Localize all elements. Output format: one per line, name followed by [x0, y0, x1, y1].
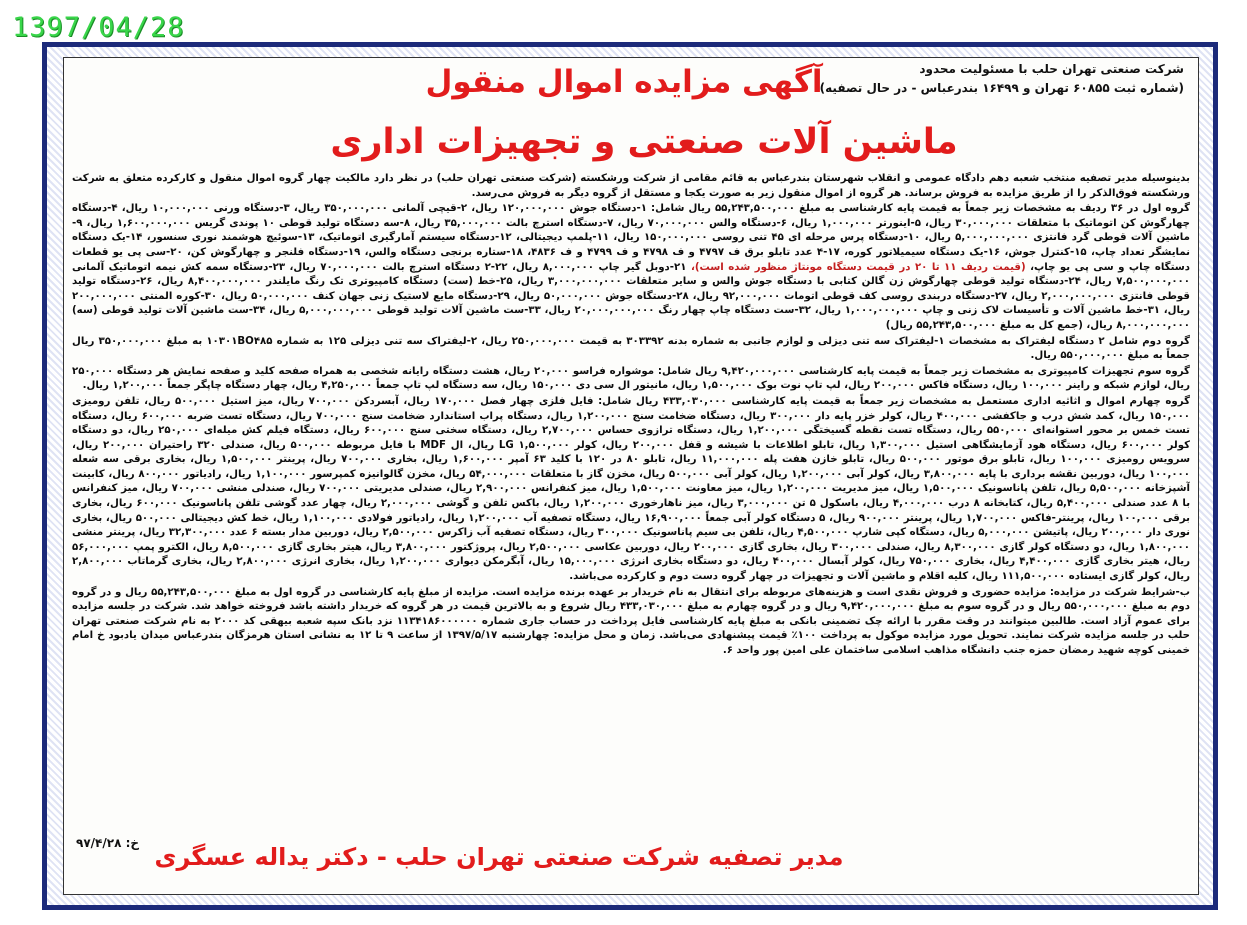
- group-1-text: گروه اول در ۳۶ ردیف به مشخصات زیر جمعاً به قیمت پایه کارشناسی به مبلغ ۵۵,۲۴۳,۵۰۰,۰۰۰ ریال شامل: ۱-دستگاه جوش ۱۲۰,۰۰۰,۰۰۰ ریال، ۲-قیچی آلمانی ۳۵۰,۰۰۰,۰۰۰ ریال، ۳-دستگاه ورنی ۱۰,۰۰۰,۰۰۰ ریال، ۴-دستگاه چهارگوش کن اتوماتیک با متعلقات ۳۰,۰۰۰,۰۰۰ ریال، ۵-اینورتر ۱,۰۰۰,۰۰۰ ریال، ۶-دستگاه والس ۷۰,۰۰۰,۰۰۰ ریال، ۷-دستگاه استرچ بالت ۳۵,۰۰۰,۰۰۰ ریال، ۸-سه دستگاه تولید قوطی ۱۰ پوندی گریس ۱,۶۰۰,۰۰۰,۰۰۰ ریال، ۹-ماشین آلات قوطی گرد فانتزی ۵,۰۰۰,۰۰۰,۰۰۰ ریال، ۱۰-دستگاه پرس مرحله ای ۴۵ تنی روسی ۱۵۰,۰۰۰,۰۰۰ ریال، ۱۱-پلمپ دیجیتالی، ۱۲-دستگاه سیستم آمارگیری اتوماتیک، ۱۳-سوئیچ هوشمند نوری سنسور، ۱۴-یک دستگاه نمایشگر تعداد چاپ، ۱۵-کنترل جوش، ۱۶-یک دستگاه سیمیلاتور کوره، ۱۷-۴ عدد تابلو برق ف ۴۷۹۷ و ف ۴۷۹۸ و ف ۴۷۹۹ و ف ۴۸۳۶، ۱۸-ستاره برنجی دستگاه والس، ۱۹-دستگاه فلنجر و چهارگوش کن، ۲۰-سی پی یو قطعات دستگاه چاپ و سی پی یو چاپ،: [72, 203, 1190, 273]
- publish-date: خ: ۹۷/۴/۲۸: [76, 836, 140, 850]
- company-registration: (شماره ثبت ۶۰۸۵۵ تهران و ۱۶۴۹۹ بندرعباس - در حال تصفیه): [819, 81, 1184, 95]
- group-3-paragraph: گروه سوم تجهیزات کامپیوتری به مشخصات زیر جمعاً به قیمت پایه کارشناسی ۹,۴۲۰,۰۰۰,۰۰۰ ریال شامل: موشواره فراسو ۲۰,۰۰۰ ریال، هشت دستگاه رایانه شخصی به همراه صفحه کلید و صفحه نمایش هر دستگاه ۲۵۰,۰۰۰ ریال، لوازم شبکه و راینر ۱۰۰,۰۰۰ ریال، دستگاه فاکس ۲۰۰,۰۰۰ ریال، لپ تاپ نوت بوک ۱,۵۰۰,۰۰۰ ریال، مانیتور ال سی دی ۱۵۰,۰۰۰ ریال، سه دستگاه لپ تاپ جمعاً ۴,۲۵۰,۰۰۰ ریال، چهار دستگاه چاپگر جمعاً ۱,۲۰۰,۰۰۰ ریال.: [72, 365, 1190, 392]
- notice-intro: بدینوسیله مدیر تصفیه منتخب شعبه دهم دادگاه عمومی و انقلاب شهرستان بندرعباس به قائم مقامی از شرکت ورشکسته (شرکت صنعتی تهران حلب) در نظر دارد مالکیت چهار گروه اموال منقول و کارکرده متعلق به شرکت ورشکسته فوق‌الذکر را از طریق مزایده به فروش برساند. هر گروه از اموال منقول زیر به صورت یکجا و مستقل از گروه دیگر به فروش می‌رسد.: [72, 173, 1190, 199]
- date-stamp: 1397/04/28: [12, 12, 185, 43]
- notice-body: [72, 172, 1190, 798]
- group-2-paragraph: گروه دوم شامل ۲ دستگاه لیفتراک به مشخصات ۱-لیفتراک سه تنی دیزلی و لوازم جانبی به شماره بدنه ۳۰۳۳۹۲ به قیمت ۲۵۰,۰۰۰,۰۰۰ ریال، ۲-لیفتراک سه تنی دیزلی ۱۲۵ به شماره ۱۰۳۰۱BO۴۸۵ به مبلغ ۳۵۰,۰۰۰,۰۰۰ ریال جمعاً به مبلغ ۵۵۰,۰۰۰,۰۰۰ ریال.: [72, 335, 1190, 362]
- ad-title: آگهی مزایده اموال منقول: [425, 64, 823, 100]
- company-info: [788, 60, 1184, 98]
- group-1-note: (قیمت ردیف ۱۱ تا ۲۰ در قیمت دستگاه مونتاژ منظور شده است)،: [690, 261, 1026, 273]
- group-1-rest: ۲۱-دوبل گیر چاپ ۸,۰۰۰,۰۰۰ ریال، ۲۲-۲ دستگاه استرچ بالت ۷۰,۰۰۰,۰۰۰ ریال، ۲۳-دستگاه سمه کش نیمه اتوماتیک آلمانی ۷,۵۰۰,۰۰۰,۰۰۰ ریال، ۲۴-دستگاه تولید قوطی چهارگوش زن گالن کتابی با دستگاه جوش والس و سایر متعلقات ۳,۰۰۰,۰۰۰,۰۰۰ ریال، ۲۵-خط (ست) دستگاه کامپیوتری تک رنگ مایلندر ۸,۴۰۰,۰۰۰,۰۰۰ ریال، ۲۶-دستگاه تولید قوطی فانتزی ۲,۰۰۰,۰۰۰,۰۰۰ ریال، ۲۷-دستگاه دربندی روسی کف قوطی اتومات ۹۲,۰۰۰,۰۰۰ ریال، ۲۸-دستگاه جوش ۵۰,۰۰۰,۰۰۰ ریال، ۲۹-دستگاه مایع لاستیک زنی جهان کنف ۵۰,۰۰۰,۰۰۰ ریال، ۳۰-کوره المنتی ۲۰۰,۰۰۰,۰۰۰ ریال، ۳۱-خط ماشین آلات و تأسیسات لاک زنی و چاپ ۱,۰۰۰,۰۰۰,۰۰۰ ریال، ۳۲-ست دستگاه چاپ چهار رنگ ۲۰,۰۰۰,۰۰۰,۰۰۰ ریال، ۳۳-ست ماشین آلات تولید قوطی ۵,۰۰۰,۰۰۰,۰۰۰ ریال، ۳۴-ست ماشین آلات تولید قوطی (سه) ۸,۰۰۰,۰۰۰,۰۰۰ ریال، (جمع کل به مبلغ ۵۵,۲۴۳,۵۰۰,۰۰۰ ریال): [72, 261, 1190, 331]
- ad-subtitle: ماشین آلات صنعتی و تجهیزات اداری: [330, 122, 958, 162]
- group-1-paragraph: [72, 202, 1190, 333]
- auction-conditions: ب-شرایط شرکت در مزایده: مزایده حضوری و فروش نقدی است و هزینه‌های مربوطه برای انتقال به نام خریدار بر عهده برنده مزایده است. مزایده از مبلغ پایه کارشناسی در گروه اول به مبلغ ۵۵,۲۴۳,۵۰۰,۰۰۰ ریال و در گروه دوم به مبلغ ۵۵۰,۰۰۰,۰۰۰ ریال و در گروه سوم به مبلغ ۹,۴۲۰,۰۰۰,۰۰۰ ریال و در گروه چهارم به مبلغ ۴۳۳,۰۳۰,۰۰۰ ریال شروع و به بالاترین قیمت در هر گروه که خریدار داشته باشد فروخته خواهد شد. شرکت در جلسه مزایده برای عموم آزاد است. طالبین میتوانند در وقت مقرر با ارائه چک تضمینی بانکی به مبلغ پایه کارشناسی فایل پرداخت در حساب جاری شماره ۱۱۳۴۱۸۶۰۰۰۰۰۰ نزد بانک سپه شعبه بیهقی کد ۲۰۰۰ به نام شرکت صنعتی تهران حلب در جلسه مزایده شرکت نمایند. تحویل مورد مزایده موکول به پرداخت ۱۰۰٪ قیمت پیشنهادی می‌باشد. زمان و محل مزایده: چهارشنبه ۱۳۹۷/۵/۱۷ از ساعت ۹ تا ۱۲ به نشانی استان هرمزگان بندرعباس میدان یادبود خ امام خمینی کوچه شهید رمضان حمزه جنب دانشگاه مذاهب اسلامی ساختمان علی امین پور واحد ۶.: [72, 586, 1190, 656]
- ad-border: [42, 42, 1218, 910]
- ad-panel: [63, 57, 1199, 895]
- group-4-paragraph: گروه چهارم اموال و اثاثیه اداری مستعمل به مشخصات زیر جمعاً به قیمت پایه کارشناسی ۴۳۳,۰۳۰,۰۰۰ ریال شامل: فایل فلزی چهار فصل ۱۷۰,۰۰۰ ریال، آبسردکن ۷۰۰,۰۰۰ ریال، میز استیل ۵۰۰,۰۰۰ ریال، تلفن رومیزی ۱۵۰,۰۰۰ ریال، کمد شش درب و جاکفشی ۴۰۰,۰۰۰ ریال، کولر خزر پایه دار ۳۰۰,۰۰۰ ریال، دستگاه ضخامت سنج ۱,۲۰۰,۰۰۰ ریال، دستگاه پراب استاندارد ضخامت سنج ۷۰۰,۰۰۰ ریال، دستگاه تست ضربه ۶۰۰,۰۰۰ ریال، دستگاه تست خمس بر محور استوانه‌ای ۵۵۰,۰۰۰ ریال، دستگاه تست نقطه گسیختگی ۱,۲۰۰,۰۰۰ ریال، دستگاه ترازوی حساس ۲,۷۰۰,۰۰۰ ریال، دستگاه سختی سنج ۶۰۰,۰۰۰ ریال، دستگاه فیلم کش میله‌ای ۲۵۰,۰۰۰ ریال، دو دستگاه کولر ۶۰۰,۰۰۰ ریال، دستگاه هود آزمایشگاهی استیل ۱,۳۰۰,۰۰۰ ریال، تابلو اطلاعات با شیشه و قفل ۲۰۰,۰۰۰ ریال، کولر LG ۱,۵۰۰,۰۰۰ ریال، ال MDF با فایل مربوطه ۵۰۰,۰۰۰ ریال، صندلی ۳۲۰ راحتیران ۲۰۰,۰۰۰ ریال، سرویس رومیزی ۱۰۰,۰۰۰ ریال، تابلو برق موتور ۵۰۰,۰۰۰ ریال، تابلو خازن هفت پله ۱۱,۰۰۰,۰۰۰ ریال، تابلو ۸۰ در ۱۲۰ با کلید ۶۳ آمپر ۱,۶۰۰,۰۰۰ ریال، بخاری ۷۰۰,۰۰۰ ریال، پرینتر ۱,۵۰۰,۰۰۰ ریال، بخاری برقی سه شعله ۱۰۰,۰۰۰ ریال، دوربین نقشه برداری با پایه ۳,۸۰۰,۰۰۰ ریال، کولر آبی ۱,۲۰۰,۰۰۰ ریال، کولر آبی ۵۰۰,۰۰۰ ریال، مخزن گاز با متعلقات ۵۴,۰۰۰,۰۰۰ ریال، مخزن گالوانیزه کمپرسور ۱,۱۰۰,۰۰۰ ریال، رادیاتور ۸۰۰,۰۰۰ ریال، کابینت آشپزخانه ۵,۵۰۰,۰۰۰ ریال، تلفن پاناسونیک ۱,۵۰۰,۰۰۰ ریال، میز مدیریت ۱,۲۰۰,۰۰۰ ریال، میز معاونت ۱,۵۰۰,۰۰۰ ریال، میز کنفرانس ۲,۹۰۰,۰۰۰ ریال، صندلی مدیریتی ۷۰۰,۰۰۰ ریال، صندلی منشی ۷۰۰,۰۰۰ ریال، میز کنفرانس با ۸ عدد صندلی ۵,۴۰۰,۰۰۰ ریال، کتابخانه ۸ درب ۴,۰۰۰,۰۰۰ ریال، باسکول ۵ تن ۳,۰۰۰,۰۰۰ ریال، میز ناهارخوری ۱,۲۰۰,۰۰۰ ریال، باکس تلفن و گوشی ۲,۰۰۰,۰۰۰ ریال، چهار عدد گوشی تلفن پاناسونیک ۶۰۰,۰۰۰ ریال، بخاری برقی ۱۰۰,۰۰۰ ریال، پرینتر-فاکس ۱,۷۰۰,۰۰۰ ریال، پرینتر ۹۰۰,۰۰۰ ریال، ۵ دستگاه کولر آبی جمعاً ۱۶,۹۰۰,۰۰۰ ریال، دستگاه تصفیه آب ۱,۲۰۰,۰۰۰ ریال، رادیاتور فولادی ۱,۱۰۰,۰۰۰ ریال، خط کش دیجیتالی ۵۰۰,۰۰۰ ریال، بخاری نوری دار ۲۰۰,۰۰۰ ریال، پاتیشن ۵,۰۰۰,۰۰۰ ریال، دستگاه کپی شارپ ۴,۵۰۰,۰۰۰ ریال، تلفن بی سیم پاناسونیک ۳۰۰,۰۰۰ ریال، دستگاه تصفیه آب زاکرس ۲,۵۰۰,۰۰۰ ریال، دوربین مدار بسته ۶ عدد ۳۲,۳۰۰,۰۰۰ ریال، پرینتر منشی ۱,۸۰۰,۰۰۰ ریال، دو دستگاه کولر گازی ۸,۳۰۰,۰۰۰ ریال، صندلی ۳۰۰,۰۰۰ ریال، بخاری گازی ۲۰۰,۰۰۰ ریال، دوربین عکاسی ۲,۵۰۰,۰۰۰ ریال، پروژکتور ۳,۸۰۰,۰۰۰ ریال، هیتر بخاری گازی ۸,۵۰۰,۰۰۰ ریال، الکترو پمپ ۵۶,۰۰۰,۰۰۰ ریال، هیتر بخاری گازی ۴,۴۰۰,۰۰۰ ریال، بخاری ۷۵۰,۰۰۰ ریال، کولر آبسال ۴۰۰,۰۰۰ ریال، دو دستگاه بخاری انرژی ۱۵,۰۰۰,۰۰۰ ریال، آبگرمکن دیواری ۱,۲۰۰,۰۰۰ ریال، بخاری انرژی ۲,۸۰۰,۰۰۰ ریال، بخاری گرماتاب ۲,۸۰۰,۰۰۰ ریال، کولر گازی ایستاده ۱۱۱,۵۰۰,۰۰۰ ریال، کلیه اقلام و ماشین آلات و تجهیزات در چهار گروه دست دوم و کارکرده می‌باشد.: [72, 395, 1190, 583]
- company-name: شرکت صنعتی تهران حلب با مسئولیت محدود: [919, 62, 1184, 76]
- signature-line: مدیر تصفیه شرکت صنعتی تهران حلب - دکتر یداله عسگری: [154, 843, 844, 871]
